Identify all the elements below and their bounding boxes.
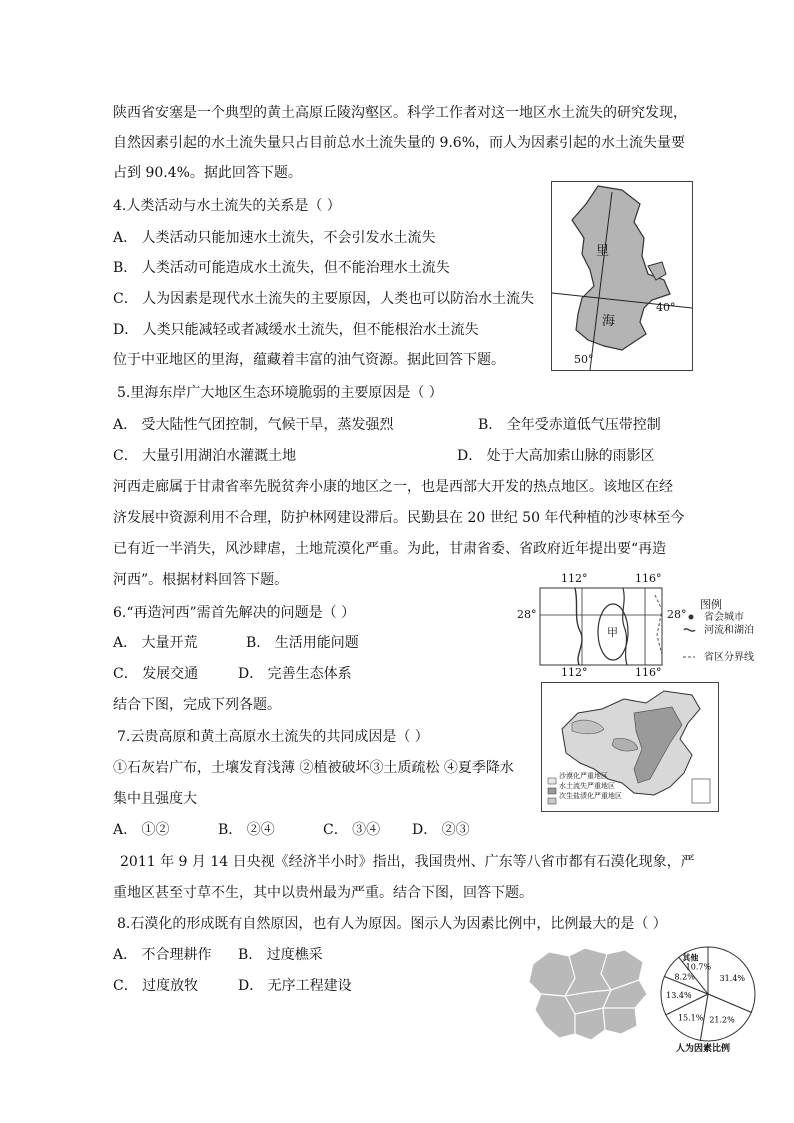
pie-caption: 人为因素比例 bbox=[676, 1044, 731, 1054]
q6-option-b: B． 生活用能问题 bbox=[246, 635, 359, 651]
china-legend-2: 水土流失严重地区 bbox=[559, 782, 615, 790]
q5-option-a: A． 受大陆性气团控制，气候干旱，蒸发强烈 bbox=[113, 417, 394, 433]
caspian-lat-label: 40° bbox=[656, 301, 676, 314]
guizhou-map bbox=[525, 944, 650, 1044]
hexi-marker: 甲 bbox=[607, 626, 618, 639]
hexi-legend-river: 河流和湖泊 bbox=[704, 625, 754, 636]
hexi-lon-left-top: 112° bbox=[561, 572, 588, 585]
q8-stem: 8.石漠化的形成既有自然原因，也有人为原因。图示人为因素比例中，比例最大的是（ ） bbox=[117, 916, 667, 932]
hexi-lat-right: 28° bbox=[667, 608, 687, 621]
caspian-label-li: 里 bbox=[596, 244, 610, 259]
q8-option-a: A． 不合理耕作 bbox=[113, 947, 212, 963]
hexi-lon-right-bottom: 116° bbox=[635, 666, 662, 679]
q7-option-a: A． ①② bbox=[113, 822, 170, 838]
q7-options-line1: ①石灰岩广布，土壤发育浅薄 ②植被破坏③土质疏松 ④夏季降水 bbox=[113, 760, 514, 776]
caspian-lon-label: 50° bbox=[574, 353, 594, 366]
q6-stem: 6.“再造河西”需首先解决的问题是（ ） bbox=[113, 605, 356, 621]
intro3-line2: 济发展中资源利用不合理，防护林网建设滞后。民勤县在 20 世纪 50 年代种植的沙枣林至今 bbox=[113, 510, 685, 526]
hexi-legend-border: 省区分界线 bbox=[704, 652, 754, 663]
intro2: 位于中亚地区的里海，蕴藏着丰富的油气资源。据此回答下题。 bbox=[113, 352, 505, 368]
pie-slice-label: 15.1% bbox=[677, 1013, 704, 1023]
q8-option-d: D． 无序工程建设 bbox=[238, 978, 352, 994]
hexi-map bbox=[515, 572, 790, 680]
intro1-line1: 陕西省安塞是一个典型的黄土高原丘陵沟壑区。科学工作者对这一地区水土流失的研究发现， bbox=[113, 105, 687, 121]
intro1-line3: 占到 90.4%。据此回答下题。 bbox=[113, 165, 302, 181]
q4-option-d: D． 人类只能减轻或者减缓水土流失，但不能根治水土流失 bbox=[113, 322, 479, 338]
intro5-line1: 2011 年 9 月 14 日央视《经济半小时》指出，我国贵州、广东等八省市都有石漠化现象，严 bbox=[120, 854, 695, 870]
caspian-map bbox=[551, 181, 693, 371]
pie-chart bbox=[650, 944, 766, 1060]
q4-option-b: B． 人类活动可能造成水土流失，但不能治理水土流失 bbox=[113, 260, 450, 276]
pie-chart-svg bbox=[650, 944, 766, 1044]
hexi-lat-left: 28° bbox=[517, 608, 537, 621]
intro4: 结合下图，完成下列各题。 bbox=[113, 697, 281, 713]
intro3-line3: 已有近一半消失，风沙肆虐，土地荒漠化严重。为此，甘肃省委、省政府近年提出要“再造 bbox=[113, 541, 667, 557]
pie-slice-label: 8.2% bbox=[674, 972, 695, 982]
q6-option-c: C． 发展交通 bbox=[113, 666, 199, 682]
intro1-line2: 自然因素引起的水土流失量只占目前总水土流失量的 9.6%，而人为因素引起的水土流失量要 bbox=[113, 135, 686, 151]
china-map bbox=[541, 682, 719, 812]
hexi-lon-left-bottom: 112° bbox=[561, 666, 588, 679]
q7-option-c: C． ③④ bbox=[323, 822, 381, 838]
intro3-line1: 河西走廊属于甘肃省率先脱贫奔小康的地区之一，也是西部大开发的热点地区。该地区在经 bbox=[113, 479, 673, 495]
q5-stem: 5.里海东岸广大地区生态环境脆弱的主要原因是（ ） bbox=[117, 385, 443, 401]
china-legend-1: 沙漠化严重地区 bbox=[559, 772, 608, 780]
q6-option-a: A． 大量开荒 bbox=[113, 635, 198, 651]
q6-option-d: D． 完善生态体系 bbox=[238, 666, 352, 682]
q5-option-c: C． 大量引用湖泊水灌溉土地 bbox=[113, 448, 297, 464]
q4-option-a: A． 人类活动只能加速水土流失，不会引发水土流失 bbox=[113, 230, 436, 246]
q4-option-c: C． 人为因素是现代水土流失的主要原因，人类也可以防治水土流失 bbox=[113, 291, 535, 307]
intro5-line2: 重地区甚至寸草不生，其中以贵州最为严重。结合下图，回答下题。 bbox=[113, 885, 533, 901]
q7-stem: 7.云贵高原和黄土高原水土流失的共同成因是（ ） bbox=[117, 729, 429, 745]
china-legend-3: 次生盐渍化严重地区 bbox=[559, 792, 622, 800]
hexi-legend-title: 图例 bbox=[700, 598, 722, 611]
hexi-lon-right-top: 116° bbox=[635, 572, 662, 585]
hexi-legend-city: 省会城市 bbox=[704, 612, 744, 623]
caspian-label-hai: 海 bbox=[602, 314, 616, 329]
pie-other-label: 其他 bbox=[682, 952, 699, 963]
pie-slice-label: 21.2% bbox=[709, 1015, 735, 1025]
q8-option-b: B． 过度樵采 bbox=[238, 947, 323, 963]
q5-option-d: D． 处于大高加索山脉的雨影区 bbox=[457, 448, 655, 464]
intro3-line4: 河西”。根据材料回答下题。 bbox=[113, 572, 289, 588]
q5-option-b: B． 全年受赤道低气压带控制 bbox=[478, 417, 661, 433]
q4-stem: 4.人类活动与水土流失的关系是（ ） bbox=[113, 198, 341, 214]
q7-option-b: B． ②④ bbox=[218, 822, 275, 838]
pie-slice-label: 10.7% bbox=[685, 962, 712, 972]
q8-option-c: C． 过度放牧 bbox=[113, 978, 199, 994]
pie-slice-label: 13.4% bbox=[666, 991, 692, 1001]
pie-slice-label: 31.4% bbox=[719, 973, 746, 983]
q7-option-d: D． ②③ bbox=[412, 822, 470, 838]
q7-options-line2: 集中且强度大 bbox=[113, 791, 197, 807]
